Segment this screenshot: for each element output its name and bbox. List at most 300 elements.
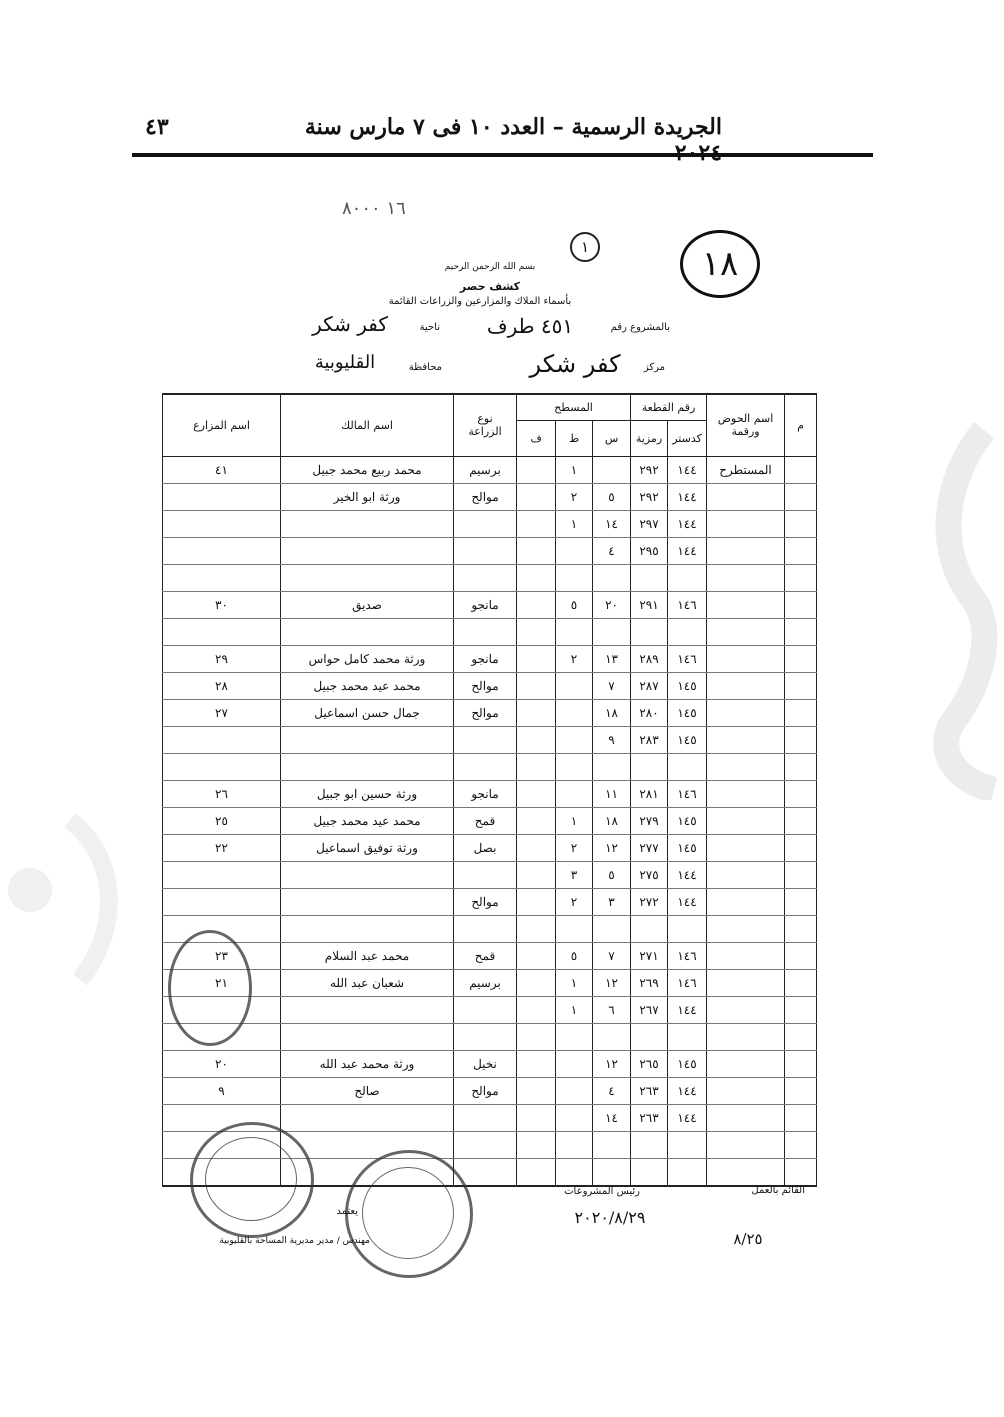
- table-cell-sym: ٢٦٥: [631, 1050, 668, 1077]
- table-cell-farmer: [163, 753, 281, 780]
- table-cell-cad: [668, 915, 707, 942]
- table-cell-basin: [707, 1077, 785, 1104]
- table-cell-crop: [454, 726, 517, 753]
- table-cell-t: ١: [556, 996, 593, 1023]
- table-cell-sym: ٢٩١: [631, 591, 668, 618]
- table-cell-crop: برسيم: [454, 456, 517, 483]
- table-cell-farmer: ٢١: [163, 969, 281, 996]
- col-number: م: [785, 394, 817, 456]
- table-cell-cad: ١٤٦: [668, 591, 707, 618]
- table-cell-cad: ١٤٥: [668, 726, 707, 753]
- table-cell-crop: [454, 915, 517, 942]
- table-cell-number: [785, 1077, 817, 1104]
- table-cell-sym: [631, 753, 668, 780]
- table-cell-s: [593, 564, 631, 591]
- table-cell-f: [517, 483, 556, 510]
- table-cell-basin: [707, 618, 785, 645]
- table-cell-crop: قمح: [454, 942, 517, 969]
- table-cell-t: [556, 537, 593, 564]
- table-cell-cad: [668, 1023, 707, 1050]
- table-row: [163, 618, 817, 645]
- table-cell-t: [556, 915, 593, 942]
- table-cell-farmer: ٢٣: [163, 942, 281, 969]
- project-label: بالمشروع رقم: [610, 322, 670, 333]
- table-cell-t: [556, 780, 593, 807]
- table-cell-owner: محمد عيد محمد جبيل: [281, 672, 454, 699]
- table-row: [163, 1023, 817, 1050]
- table-cell-sym: ٢٩٢: [631, 456, 668, 483]
- table-cell-basin: [707, 537, 785, 564]
- table-cell-f: [517, 699, 556, 726]
- table-cell-sym: [631, 1023, 668, 1050]
- table-cell-farmer: ٤١: [163, 456, 281, 483]
- table-cell-cad: ١٤٤: [668, 996, 707, 1023]
- table-cell-sym: ٢٦٣: [631, 1104, 668, 1131]
- table-cell-owner: ورثة حسين ابو جبيل: [281, 780, 454, 807]
- table-cell-basin: [707, 591, 785, 618]
- survey-table: [162, 393, 817, 1187]
- table-cell-f: [517, 1131, 556, 1158]
- table-cell-f: [517, 753, 556, 780]
- table-cell-sym: ٢٧٩: [631, 807, 668, 834]
- table-row: [163, 888, 817, 915]
- page-number: ٤٣: [145, 114, 169, 140]
- table-cell-f: [517, 645, 556, 672]
- table-cell-s: ١٢: [593, 969, 631, 996]
- table-cell-s: ١٤: [593, 1104, 631, 1131]
- center-value: كفر شكر: [529, 350, 621, 378]
- table-cell-number: [785, 834, 817, 861]
- table-cell-t: ٥: [556, 591, 593, 618]
- table-cell-sym: ٢٨١: [631, 780, 668, 807]
- table-cell-farmer: [163, 726, 281, 753]
- table-cell-number: [785, 645, 817, 672]
- table-cell-s: ٣: [593, 888, 631, 915]
- table-cell-crop: [454, 1104, 517, 1131]
- table-cell-farmer: ٢٦: [163, 780, 281, 807]
- table-cell-f: [517, 969, 556, 996]
- table-cell-sym: ٢٧١: [631, 942, 668, 969]
- surveyor-label: القائم بالعمل: [751, 1185, 805, 1196]
- table-cell-f: [517, 780, 556, 807]
- table-cell-number: [785, 942, 817, 969]
- table-cell-cad: ١٤٦: [668, 969, 707, 996]
- table-cell-farmer: ٢٧: [163, 699, 281, 726]
- date-note: ٨/٢٥: [733, 1230, 763, 1248]
- table-row: [163, 537, 817, 564]
- table-row: [163, 483, 817, 510]
- table-cell-basin: [707, 996, 785, 1023]
- table-cell-basin: [707, 780, 785, 807]
- table-cell-basin: [707, 834, 785, 861]
- table-cell-sym: ٢٦٣: [631, 1077, 668, 1104]
- table-cell-cad: [668, 564, 707, 591]
- table-cell-number: [785, 915, 817, 942]
- table-cell-owner: [281, 996, 454, 1023]
- table-cell-number: [785, 1050, 817, 1077]
- table-cell-owner: [281, 861, 454, 888]
- table-cell-t: ١: [556, 510, 593, 537]
- table-cell-f: [517, 942, 556, 969]
- table-cell-sym: [631, 1131, 668, 1158]
- table-cell-s: [593, 1023, 631, 1050]
- table-cell-owner: ورثة محمد عبد الله: [281, 1050, 454, 1077]
- table-cell-cad: ١٤٤: [668, 1104, 707, 1131]
- col-area-s: س: [593, 420, 631, 456]
- table-cell-crop: نخيل: [454, 1050, 517, 1077]
- table-cell-sym: ٢٦٩: [631, 969, 668, 996]
- col-basin: [707, 394, 785, 456]
- governorate-value: القليوبية: [314, 352, 376, 373]
- table-cell-s: ٤: [593, 537, 631, 564]
- table-cell-t: [556, 1050, 593, 1077]
- table-cell-cad: ١٤٥: [668, 699, 707, 726]
- table-cell-cad: ١٤٤: [668, 861, 707, 888]
- table-cell-farmer: [163, 483, 281, 510]
- table-cell-basin: [707, 564, 785, 591]
- table-cell-crop: موالح: [454, 699, 517, 726]
- table-cell-number: [785, 564, 817, 591]
- table-cell-f: [517, 1023, 556, 1050]
- col-owner: اسم المالك: [281, 394, 454, 456]
- col-farmer: اسم المزارع: [163, 394, 281, 456]
- table-row: [163, 780, 817, 807]
- table-row: [163, 861, 817, 888]
- table-cell-basin: [707, 645, 785, 672]
- table-cell-f: [517, 1158, 556, 1186]
- handwritten-reference: ٢٠٢٠/٨/٢٩: [574, 1208, 646, 1227]
- col-area-t: ط: [556, 420, 593, 456]
- table-cell-basin: [707, 807, 785, 834]
- table-cell-s: ١٣: [593, 645, 631, 672]
- table-cell-f: [517, 564, 556, 591]
- table-cell-farmer: [163, 537, 281, 564]
- table-cell-t: ٢: [556, 483, 593, 510]
- table-cell-basin: [707, 861, 785, 888]
- village-label: ناحية: [419, 322, 440, 333]
- table-cell-number: [785, 1023, 817, 1050]
- table-cell-t: [556, 618, 593, 645]
- table-cell-farmer: ٩: [163, 1077, 281, 1104]
- table-cell-basin: [707, 672, 785, 699]
- table-cell-owner: [281, 1104, 454, 1131]
- table-cell-owner: ورثة محمد كامل حواس: [281, 645, 454, 672]
- table-cell-owner: محمد عيد محمد جبيل: [281, 807, 454, 834]
- table-cell-owner: [281, 564, 454, 591]
- table-cell-s: ١٢: [593, 1050, 631, 1077]
- table-cell-sym: ٢٦٧: [631, 996, 668, 1023]
- table-cell-cad: [668, 1131, 707, 1158]
- table-cell-f: [517, 834, 556, 861]
- table-cell-basin: [707, 699, 785, 726]
- table-cell-farmer: ٢٠: [163, 1050, 281, 1077]
- table-cell-number: [785, 699, 817, 726]
- table-cell-crop: موالح: [454, 672, 517, 699]
- table-cell-crop: برسيم: [454, 969, 517, 996]
- table-cell-t: ١: [556, 969, 593, 996]
- table-cell-owner: [281, 510, 454, 537]
- table-cell-number: [785, 753, 817, 780]
- table-cell-s: ٢٠: [593, 591, 631, 618]
- basmala: بسم الله الرحمن الرحيم: [444, 262, 536, 272]
- project-value: ٤٥١ طرف: [486, 314, 574, 338]
- center-label: مركز: [643, 362, 665, 373]
- table-cell-sym: ٢٧٥: [631, 861, 668, 888]
- table-cell-cad: ١٤٥: [668, 1050, 707, 1077]
- table-row: [163, 672, 817, 699]
- table-cell-cad: ١٤٥: [668, 834, 707, 861]
- sheet-number-value: ١: [580, 238, 590, 256]
- table-cell-s: [593, 618, 631, 645]
- table-cell-owner: [281, 753, 454, 780]
- watermark-left: [0, 780, 140, 1000]
- table-cell-cad: ١٤٥: [668, 807, 707, 834]
- table-cell-cad: ١٤٤: [668, 537, 707, 564]
- table-cell-crop: [454, 1131, 517, 1158]
- table-cell-sym: ٢٨٧: [631, 672, 668, 699]
- table-cell-crop: [454, 996, 517, 1023]
- table-cell-crop: [454, 618, 517, 645]
- table-cell-cad: ١٤٦: [668, 942, 707, 969]
- table-cell-f: [517, 726, 556, 753]
- stamp-inner-ring: [362, 1167, 454, 1259]
- table-cell-cad: ١٤٤: [668, 888, 707, 915]
- table-cell-crop: [454, 537, 517, 564]
- table-cell-owner: محمد ربيع محمد جبيل: [281, 456, 454, 483]
- table-cell-s: ٧: [593, 672, 631, 699]
- table-cell-basin: [707, 969, 785, 996]
- survey-body: [163, 456, 817, 1186]
- table-cell-number: [785, 483, 817, 510]
- official-stamp-left: [168, 930, 252, 1046]
- table-cell-s: [593, 456, 631, 483]
- table-cell-s: ٦: [593, 996, 631, 1023]
- table-cell-owner: شعبان عبد الله: [281, 969, 454, 996]
- table-cell-sym: [631, 618, 668, 645]
- table-cell-number: [785, 591, 817, 618]
- table-row: [163, 807, 817, 834]
- table-cell-s: ١٤: [593, 510, 631, 537]
- table-cell-number: [785, 618, 817, 645]
- table-cell-t: ٢: [556, 888, 593, 915]
- table-cell-s: ١٨: [593, 807, 631, 834]
- table-cell-s: ١٨: [593, 699, 631, 726]
- table-cell-sym: ٢٩٧: [631, 510, 668, 537]
- table-cell-farmer: ٢٨: [163, 672, 281, 699]
- sheet-number: [570, 232, 600, 262]
- table-cell-farmer: [163, 564, 281, 591]
- table-cell-sym: [631, 1158, 668, 1186]
- table-cell-farmer: [163, 888, 281, 915]
- table-cell-cad: [668, 1158, 707, 1186]
- table-cell-owner: [281, 537, 454, 564]
- table-cell-f: [517, 996, 556, 1023]
- table-cell-number: [785, 537, 817, 564]
- table-cell-basin: [707, 942, 785, 969]
- table-cell-crop: [454, 1023, 517, 1050]
- table-cell-t: ٥: [556, 942, 593, 969]
- table-cell-f: [517, 1050, 556, 1077]
- table-cell-t: [556, 672, 593, 699]
- table-row: [163, 564, 817, 591]
- table-cell-f: [517, 915, 556, 942]
- table-cell-basin: [707, 1023, 785, 1050]
- table-cell-f: [517, 537, 556, 564]
- table-cell-f: [517, 456, 556, 483]
- table-cell-cad: [668, 618, 707, 645]
- table-cell-basin: [707, 1104, 785, 1131]
- table-cell-basin: [707, 726, 785, 753]
- table-cell-number: [785, 996, 817, 1023]
- table-cell-f: [517, 510, 556, 537]
- table-cell-number: [785, 1131, 817, 1158]
- table-row: [163, 942, 817, 969]
- col-symbolic: رمزية: [631, 420, 668, 456]
- table-cell-cad: [668, 753, 707, 780]
- stamp-inner-ring: [205, 1137, 297, 1221]
- table-cell-sym: [631, 564, 668, 591]
- table-cell-sym: ٢٩٢: [631, 483, 668, 510]
- table-cell-s: [593, 1131, 631, 1158]
- table-cell-crop: [454, 753, 517, 780]
- table-cell-f: [517, 807, 556, 834]
- table-cell-owner: ورثة ابو الخير: [281, 483, 454, 510]
- table-cell-farmer: ٢٢: [163, 834, 281, 861]
- table-cell-crop: مانجو: [454, 591, 517, 618]
- approval-label: يعتمد: [336, 1206, 358, 1217]
- table-cell-t: ٣: [556, 861, 593, 888]
- table-cell-f: [517, 888, 556, 915]
- table-row: [163, 591, 817, 618]
- circled-number-value: ١٨: [701, 244, 739, 284]
- table-cell-f: [517, 1104, 556, 1131]
- table-cell-crop: بصل: [454, 834, 517, 861]
- table-cell-t: [556, 726, 593, 753]
- table-cell-number: [785, 969, 817, 996]
- table-cell-s: ٥: [593, 483, 631, 510]
- table-cell-t: ١: [556, 807, 593, 834]
- table-cell-crop: [454, 861, 517, 888]
- table-cell-t: [556, 1077, 593, 1104]
- table-cell-f: [517, 861, 556, 888]
- table-row: [163, 753, 817, 780]
- form-subtitle: بأسماء الملاك والمزارعين والزراعات القائمة: [388, 296, 572, 307]
- table-cell-sym: ٢٨٠: [631, 699, 668, 726]
- table-cell-cad: ١٤٤: [668, 483, 707, 510]
- table-cell-number: [785, 726, 817, 753]
- table-cell-number: [785, 456, 817, 483]
- table-cell-farmer: [163, 510, 281, 537]
- table-cell-owner: [281, 888, 454, 915]
- table-cell-crop: مانجو: [454, 645, 517, 672]
- table-cell-cad: ١٤٤: [668, 1077, 707, 1104]
- table-cell-number: [785, 1158, 817, 1186]
- table-row: [163, 969, 817, 996]
- table-row: [163, 1050, 817, 1077]
- governorate-label: محافظة: [408, 362, 442, 373]
- table-cell-sym: ٢٩٥: [631, 537, 668, 564]
- table-cell-s: [593, 915, 631, 942]
- table-cell-crop: موالح: [454, 888, 517, 915]
- official-stamp-bottom-left: [190, 1122, 314, 1238]
- watermark: [844, 420, 1004, 800]
- table-cell-farmer: ٣٠: [163, 591, 281, 618]
- table-cell-sym: ٢٧٢: [631, 888, 668, 915]
- table-cell-number: [785, 510, 817, 537]
- table-cell-crop: مانجو: [454, 780, 517, 807]
- table-row: [163, 834, 817, 861]
- circled-number: [680, 230, 760, 298]
- table-cell-owner: صالح: [281, 1077, 454, 1104]
- engineer-label: مهندس / مدير مديرية المساحة بالقليوبية: [219, 1236, 370, 1246]
- table-cell-farmer: ٢٩: [163, 645, 281, 672]
- village-value: كفر شكر: [312, 312, 388, 336]
- table-cell-sym: ٢٧٧: [631, 834, 668, 861]
- table-cell-basin: [707, 753, 785, 780]
- table-row: [163, 1077, 817, 1104]
- table-row: [163, 645, 817, 672]
- form-title: كشف حصر: [459, 280, 521, 293]
- table-cell-owner: [281, 726, 454, 753]
- table-cell-cad: ١٤٦: [668, 645, 707, 672]
- table-cell-owner: جمال حسن اسماعيل: [281, 699, 454, 726]
- col-parcel: رقم القطعة: [631, 394, 707, 420]
- table-cell-t: ٢: [556, 834, 593, 861]
- col-crop-label-2: الزراعة: [468, 425, 502, 439]
- table-cell-number: [785, 1104, 817, 1131]
- table-cell-owner: [281, 618, 454, 645]
- table-cell-t: [556, 1158, 593, 1186]
- table-cell-s: ٤: [593, 1077, 631, 1104]
- col-cadastral: كدستر: [668, 420, 707, 456]
- col-basin-label: اسم الحوض: [717, 412, 774, 426]
- table-cell-t: [556, 753, 593, 780]
- table-cell-number: [785, 780, 817, 807]
- table-cell-crop: قمح: [454, 807, 517, 834]
- table-cell-basin: [707, 1050, 785, 1077]
- table-cell-farmer: [163, 618, 281, 645]
- table-row: [163, 996, 817, 1023]
- projects-head-label: رئيس المشروعات: [564, 1186, 640, 1197]
- table-cell-sym: [631, 915, 668, 942]
- table-row: [163, 510, 817, 537]
- table-cell-basin: [707, 888, 785, 915]
- table-cell-t: [556, 1104, 593, 1131]
- table-cell-crop: [454, 510, 517, 537]
- table-cell-farmer: [163, 861, 281, 888]
- table-cell-f: [517, 1077, 556, 1104]
- table-cell-cad: ١٤٥: [668, 672, 707, 699]
- table-cell-cad: ١٤٤: [668, 456, 707, 483]
- table-cell-basin: [707, 915, 785, 942]
- table-cell-basin: [707, 483, 785, 510]
- table-cell-t: [556, 1131, 593, 1158]
- table-cell-s: ١٢: [593, 834, 631, 861]
- col-area: المسطح: [517, 394, 631, 420]
- table-cell-number: [785, 672, 817, 699]
- table-cell-number: [785, 888, 817, 915]
- table-cell-crop: [454, 564, 517, 591]
- table-cell-t: [556, 699, 593, 726]
- table-cell-number: [785, 861, 817, 888]
- table-cell-sym: ٢٨٣: [631, 726, 668, 753]
- table-row: [163, 915, 817, 942]
- gazette-title: الجريدة الرسمية – العدد ١٠ فى ٧ مارس سنة: [304, 114, 722, 140]
- table-cell-s: ٩: [593, 726, 631, 753]
- table-cell-owner: محمد عبد السلام: [281, 942, 454, 969]
- table-cell-cad: ١٤٦: [668, 780, 707, 807]
- table-cell-t: [556, 1023, 593, 1050]
